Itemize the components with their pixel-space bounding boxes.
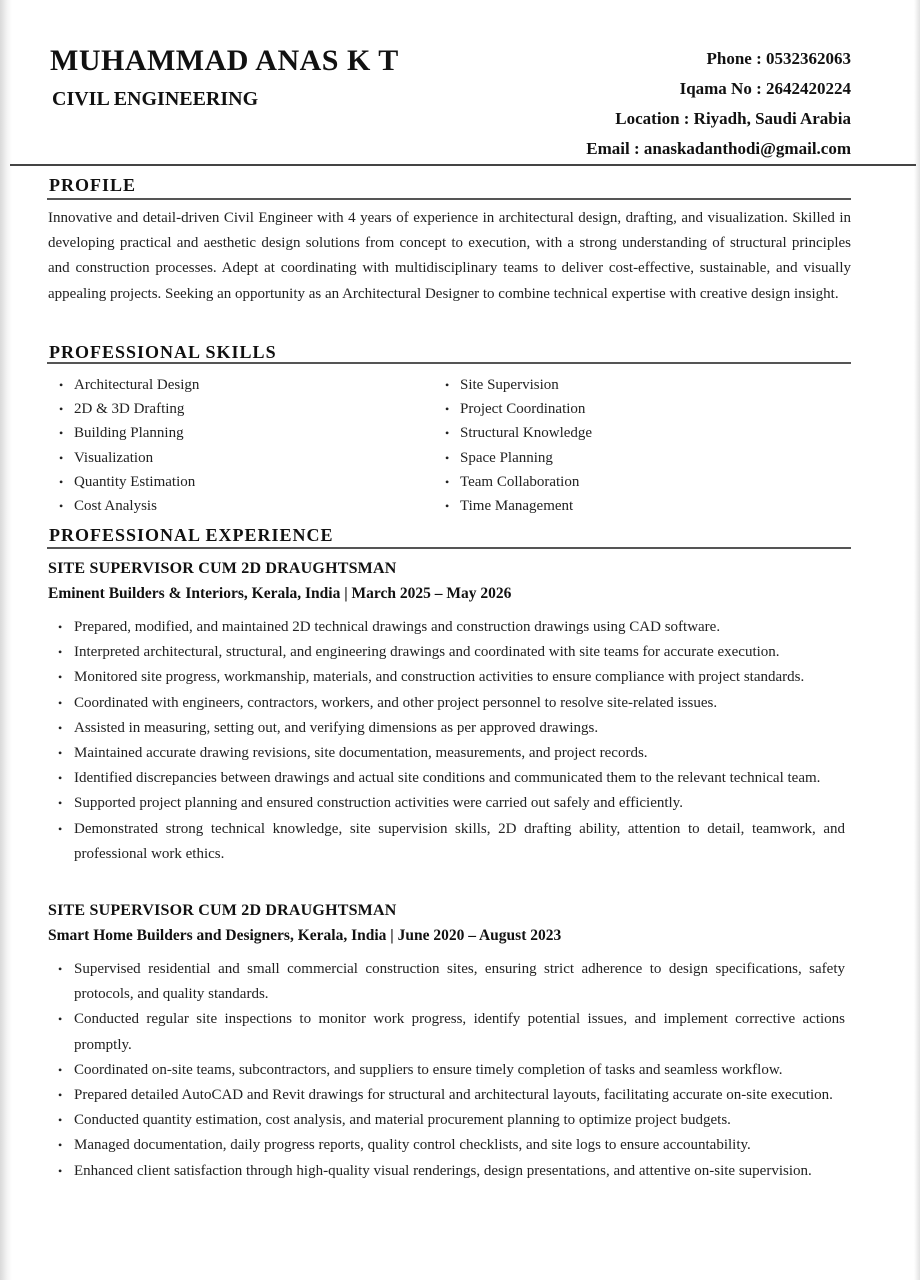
skill-item: • Site Supervision: [434, 373, 592, 397]
experience-divider: [47, 547, 851, 549]
candidate-title: CIVIL ENGINEERING: [52, 88, 259, 110]
list-item: • Managed documentation, daily progress reports, quality control checklists, and site logs to ensure accountability.: [58, 1133, 845, 1158]
skill-item: • Space Planning: [434, 446, 592, 470]
iqama-text: Iqama No : 2642420224: [679, 79, 851, 98]
skills-heading: PROFESSIONAL SKILLS: [49, 342, 277, 362]
job-title: SITE SUPERVISOR CUM 2D DRAUGHTSMAN: [48, 902, 397, 919]
list-item: • Conducted regular site inspections to monitor work progress, identify potential issues, and implement corrective actions promptly.: [58, 1007, 845, 1057]
experience-heading: PROFESSIONAL EXPERIENCE: [49, 525, 334, 545]
skills-divider: [47, 362, 851, 364]
job-company: Eminent Builders & Interiors, Kerala, India | March 2025 – May 2026: [48, 585, 512, 602]
list-item: • Conducted quantity estimation, cost analysis, and material procurement planning to optimize project budgets.: [58, 1108, 845, 1133]
list-item: • Prepared detailed AutoCAD and Revit drawings for structural and architectural layouts, facilitating accurate on-site execution.: [58, 1083, 845, 1108]
list-item: • Coordinated with engineers, contractors, workers, and other project personnel to resolve site-related issues.: [58, 691, 845, 716]
profile-divider: [47, 198, 851, 200]
skills-list-right: [434, 373, 592, 518]
location-text: Location : Riyadh, Saudi Arabia: [615, 109, 851, 128]
skill-item: • Cost Analysis: [48, 494, 199, 518]
skill-item: • Structural Knowledge: [434, 421, 592, 445]
page-edge-shadow: [0, 0, 12, 1280]
skill-item: • Quantity Estimation: [48, 470, 199, 494]
phone-text: Phone : 0532362063: [706, 49, 851, 68]
job-duties-list: [58, 957, 845, 1184]
list-item: • Prepared, modified, and maintained 2D technical drawings and construction drawings using CAD software.: [58, 615, 845, 640]
list-item: • Maintained accurate drawing revisions, site documentation, measurements, and project records.: [58, 741, 845, 766]
skill-item: • Visualization: [48, 446, 199, 470]
list-item: • Enhanced client satisfaction through high-quality visual renderings, design presentations, and attentive on-site supervision.: [58, 1159, 845, 1184]
list-item: • Supervised residential and small commercial construction sites, ensuring strict adherence to design specifications, safety protocols, and quality standards.: [58, 957, 845, 1007]
skills-list-left: [48, 373, 199, 518]
list-item: • Supported project planning and ensured construction activities were carried out safely and efficiently.: [58, 791, 845, 816]
job-title: SITE SUPERVISOR CUM 2D DRAUGHTSMAN: [48, 560, 397, 577]
list-item: • Interpreted architectural, structural, and engineering drawings and coordinated with site teams for accurate execution.: [58, 640, 845, 665]
list-item: • Identified discrepancies between drawings and actual site conditions and communicated them to the relevant technical team.: [58, 766, 845, 791]
list-item: • Coordinated on-site teams, subcontractors, and suppliers to ensure timely completion of tasks and seamless workflow.: [58, 1058, 845, 1083]
candidate-name: MUHAMMAD ANAS K T: [50, 44, 399, 77]
email-text: Email : anaskadanthodi@gmail.com: [586, 139, 851, 158]
skill-item: • Team Collaboration: [434, 470, 592, 494]
job-company: Smart Home Builders and Designers, Kerala, India | June 2020 – August 2023: [48, 927, 562, 944]
header-divider: [10, 164, 916, 166]
skill-item: • Project Coordination: [434, 397, 592, 421]
profile-summary: Innovative and detail-driven Civil Engineer with 4 years of experience in architectural design, drafting, and visualization. Skilled in developing practical and aesthetic design solutions from concept to execution, with a strong understanding of structural principles and construction processes. Adept at coordinating with multidisciplinary teams to deliver cost-effective, sustainable, and visually appealing projects. Seeking an opportunity as an Architectural Designer to combine technical expertise with creative design insight.: [48, 210, 851, 302]
skill-item: • Time Management: [434, 494, 592, 518]
list-item: • Assisted in measuring, setting out, and verifying dimensions as per approved drawings.: [58, 716, 845, 741]
skill-item: • 2D & 3D Drafting: [48, 397, 199, 421]
page-edge-shadow-right: [914, 0, 920, 1280]
contact-block: [586, 44, 851, 164]
skill-item: • Building Planning: [48, 421, 199, 445]
list-item: • Demonstrated strong technical knowledge, site supervision skills, 2D drafting ability, attention to detail, teamwork, and professional work ethics.: [58, 817, 845, 867]
profile-heading: PROFILE: [49, 175, 137, 195]
list-item: • Monitored site progress, workmanship, materials, and construction activities to ensure compliance with project standards.: [58, 665, 845, 690]
job-duties-list: [58, 615, 845, 867]
skill-item: • Architectural Design: [48, 373, 199, 397]
